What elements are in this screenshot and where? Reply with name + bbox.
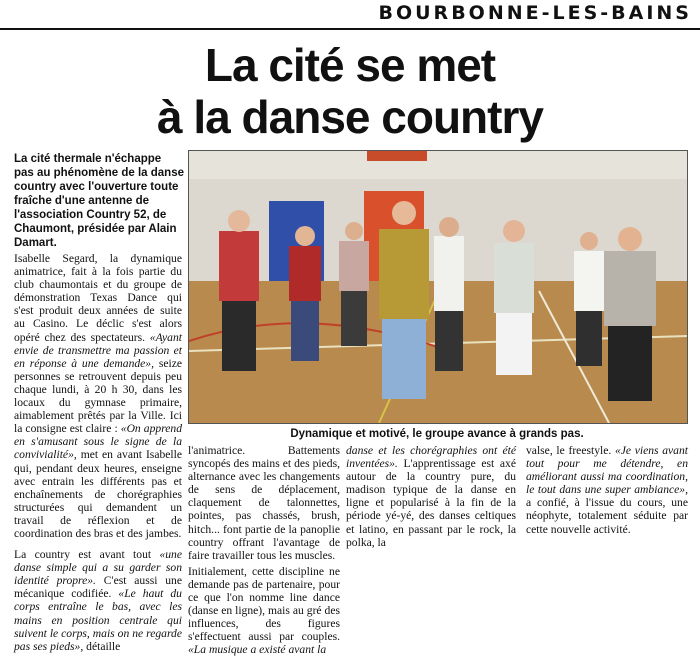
article-column-4: [526, 444, 688, 538]
col1-text-b: seize personnes se retrouvent depuis peu chaque lundi, à 20 h 30, dans les locaux du gymnase primaire, aimablement prêtés par la Ville. Ici la consigne est claire :: [14, 356, 183, 436]
col4-text-b: a confié, à l'issue du cours, une néophyte, totalement séduite par cette nouvelle activité.: [526, 496, 688, 536]
col3-paragraph-1: [346, 444, 516, 549]
article-column-1: [14, 252, 182, 655]
col1-quote-2: «On apprend en s'amusant sous le signe de la convivialité»,: [14, 422, 183, 462]
headline-line-1: La cité se met: [204, 39, 496, 91]
col1-text-e: C'est aussi une mécanique codifiée.: [14, 574, 182, 601]
col3-quote-1: danse et les chorégraphies ont été inventées».: [346, 444, 516, 471]
col1-text-c: met en avant Isabelle qui, pendant deux heures, enseigne avec entrain les différents pas et enchaînements de chorégraphies structurées qui demandent un travail de réflexion et de coordination des bras et des jambes.: [14, 448, 182, 540]
col2-quote-1: «La musique a existé avant la: [188, 643, 327, 657]
col1-quote-1: «Ayant envie de transmettre ma passion et en réponse à une demande»,: [14, 330, 182, 370]
col4-paragraph-1: [526, 444, 688, 536]
col4-quote-1: «Je viens avant tout pour me détendre, en améliorant aussi ma coordination, le tout dans une super ambiance»,: [526, 444, 688, 497]
col1-paragraph-1: [14, 252, 182, 540]
col3-text-a: L'apprentissage est axé autour de la country pure, du madison typique de la danse en ligne et popularisé à la fin de la période yé-yé, des danses celtiques et latino, en passant par le rock, la polka, la: [346, 457, 516, 549]
col2-paragraph-2: [188, 565, 340, 657]
headline-line-2: à la danse country: [157, 91, 543, 143]
location-header: BOURBONNE-LES-BAINS: [373, 2, 693, 24]
article-column-3: [346, 444, 516, 551]
gym-scene-illustration: [189, 151, 687, 423]
col1-quote-4: «Le haut du corps entraîne le bas, avec les mains en position centrale qui suivent le corps, mais on ne regarde pas ses pieds»,: [14, 587, 182, 653]
col2-text-a: Initialement, cette discipline ne demande pas de partenaire, pour ce que l'on nomme line dance (danse en ligne), mais au gré des influences, des figures s'effectuent aussi par couples.: [188, 564, 340, 644]
col1-text-f: détaille: [86, 639, 121, 653]
lead-paragraph: La cité thermale n'échappe pas au phénomène de la danse country avec l'ouverture toute fraîche d'une antenne de l'association Country 52, de Chaumont, présidée par Alain Damart.: [14, 153, 184, 249]
col4-text-a: valse, le freestyle.: [526, 444, 612, 457]
article-column-2: [188, 444, 340, 659]
photo-caption: Dynamique et motivé, le groupe avance à grands pas.: [290, 428, 584, 440]
col1-text-a: Isabelle Segard, la dynamique animatrice, fait à la fois partie du club chaumontais et du groupe de démonstration Texas Dance qui s'est produit deux années de suite au Casino. Le déclic s'est alors opéré chez des spectateurs.: [14, 252, 182, 344]
col1-paragraph-2: [14, 548, 182, 653]
top-rule: [0, 28, 700, 30]
col1-quote-3: «une danse simple qui a su garder son identité propre».: [14, 548, 182, 588]
col2-paragraph-1: l'animatrice. Battements syncopés des mains et des pieds, alternance avec les changements de sens de déplacement, claquement de talonnettes, pointes, pas chassés, brush, hitch... font partie de la panoplie country offrant l'avantage de faire travailler tous les muscles.: [188, 444, 340, 562]
dancers-photo: [188, 150, 688, 424]
col1-text-d: La country est avant tout: [14, 548, 152, 562]
